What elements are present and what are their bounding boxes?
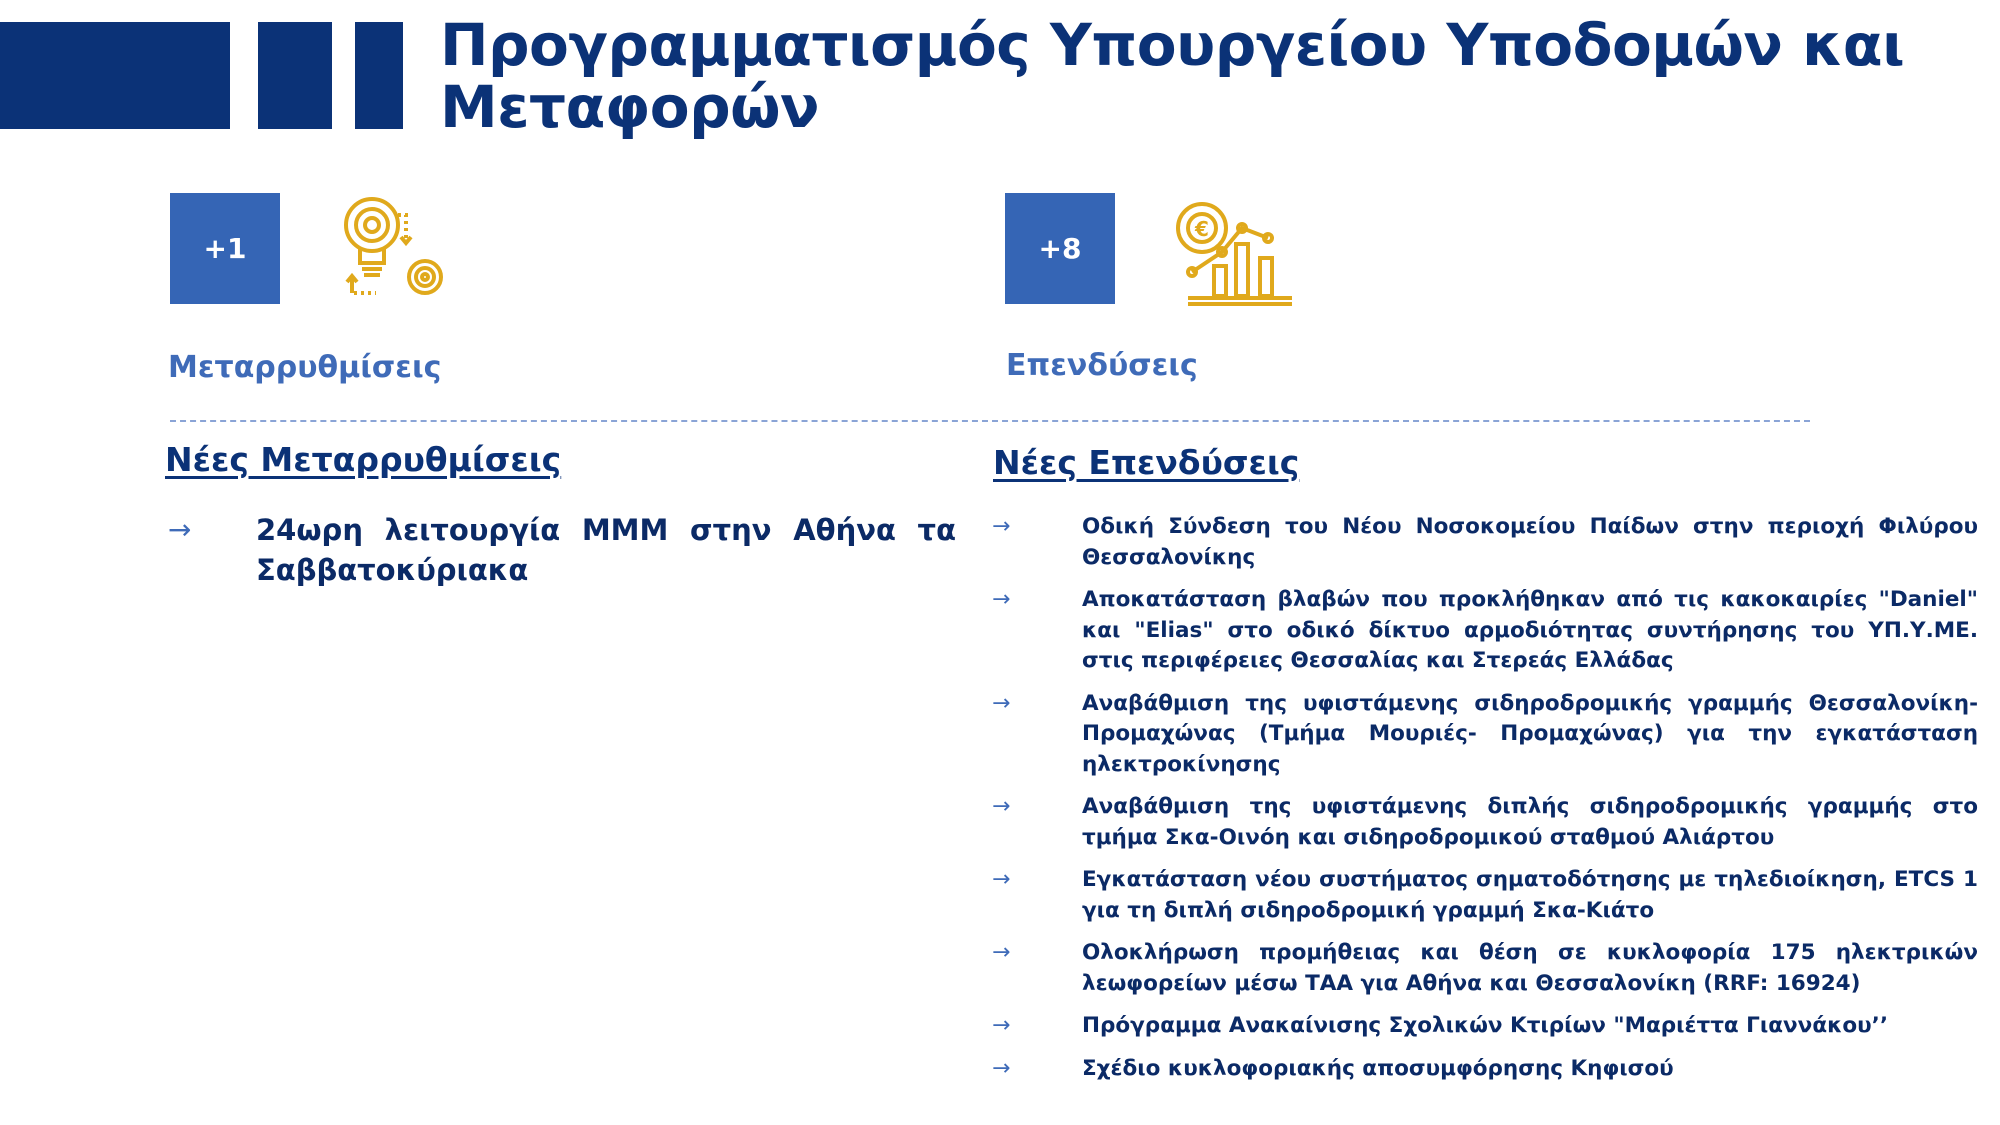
lightbulb-gears-icon xyxy=(338,193,450,305)
list-item xyxy=(992,792,1978,853)
reforms-list xyxy=(168,510,958,590)
list-item xyxy=(992,585,1978,677)
list-item xyxy=(168,510,958,590)
investments-count-badge: +8 xyxy=(1005,193,1115,304)
list-item-text: Σχέδιο κυκλοφοριακής αποσυμφόρησης Κηφισού xyxy=(1082,1055,1674,1081)
investments-section-title: Νέες Επενδύσεις xyxy=(993,443,1300,482)
investments-list xyxy=(992,512,1978,1096)
arrow-right-icon: → xyxy=(992,940,1011,965)
reforms-section-title: Νέες Μεταρρυθμίσεις xyxy=(165,440,562,479)
arrow-right-icon: → xyxy=(992,1055,1011,1081)
arrow-right-icon: → xyxy=(992,1013,1011,1038)
section-divider xyxy=(170,420,1810,422)
list-item-text: Αναβάθμιση της υφιστάμενης διπλής σιδηροδρομικής γραμμής στο τμήμα Σκα-Οινόη και σιδηροδρομικού σταθμού Αλιάρτου xyxy=(1082,794,1978,850)
arrow-right-icon: → xyxy=(992,587,1011,612)
header-bar-narrow xyxy=(355,22,403,129)
arrow-right-icon: → xyxy=(992,794,1011,819)
list-item xyxy=(992,512,1978,573)
list-item-text: 24ωρη λειτουργία ΜΜΜ στην Αθήνα τα Σαββατοκύριακα xyxy=(256,513,956,587)
euro-gear-bar-chart-icon xyxy=(1172,200,1294,306)
list-item xyxy=(992,865,1978,926)
list-item xyxy=(992,1011,1978,1042)
reforms-category-label: Μεταρρυθμίσεις xyxy=(168,350,442,385)
arrow-right-icon: → xyxy=(992,514,1011,539)
page-title: Προγραμματισμός Υπουργείου Υποδομών και Μεταφορών xyxy=(440,11,1905,141)
list-item-text: Οδική Σύνδεση του Νέου Νοσοκομείου Παίδων στην περιοχή Φιλύρου Θεσσαλονίκης xyxy=(1082,514,1978,570)
list-item xyxy=(992,938,1978,999)
reforms-count-badge: +1 xyxy=(170,193,280,304)
arrow-right-icon: → xyxy=(168,513,192,546)
list-item-text: Αποκατάσταση βλαβών που προκλήθηκαν από τις κακοκαιρίες "Daniel" και "Elias" στο οδικό δίκτυο αρμοδιότητας συντήρησης του ΥΠ.Υ.ΜΕ. στις περιφέρειες Θεσσαλίας και Στερεάς Ελλάδας xyxy=(1082,587,1978,673)
arrow-right-icon: → xyxy=(992,690,1011,716)
list-item-text: Ολοκλήρωση προμήθειας και θέση σε κυκλοφορία 175 ηλεκτρικών λεωφορείων μέσω ΤΑΑ για Αθήνα και Θεσσαλονίκη (RRF: 16924) xyxy=(1082,940,1978,996)
svg-text:€: € xyxy=(1195,217,1209,241)
arrow-right-icon: → xyxy=(992,867,1011,892)
investments-category-label: Επενδύσεις xyxy=(1006,348,1198,383)
list-item-text: Αναβάθμιση της υφιστάμενης σιδηροδρομικής γραμμής Θεσσαλονίκη-Προμαχώνας (Τμήμα Μουριές- Προμαχώνας) για την εγκατάσταση ηλεκτροκίνησης xyxy=(1082,690,1978,777)
list-item xyxy=(992,1054,1978,1085)
header-bar-wide xyxy=(0,22,230,129)
list-item xyxy=(992,689,1978,781)
header-bar-mid xyxy=(258,22,332,129)
list-item-text: Πρόγραμμα Ανακαίνισης Σχολικών Κτιρίων "Μαριέττα Γιαννάκου’’ xyxy=(1082,1013,1888,1038)
list-item-text: Εγκατάσταση νέου συστήματος σηματοδότησης με τηλεδιοίκηση, ETCS 1 για τη διπλή σιδηροδρομική γραμμή Σκα-Κιάτο xyxy=(1082,867,1978,923)
